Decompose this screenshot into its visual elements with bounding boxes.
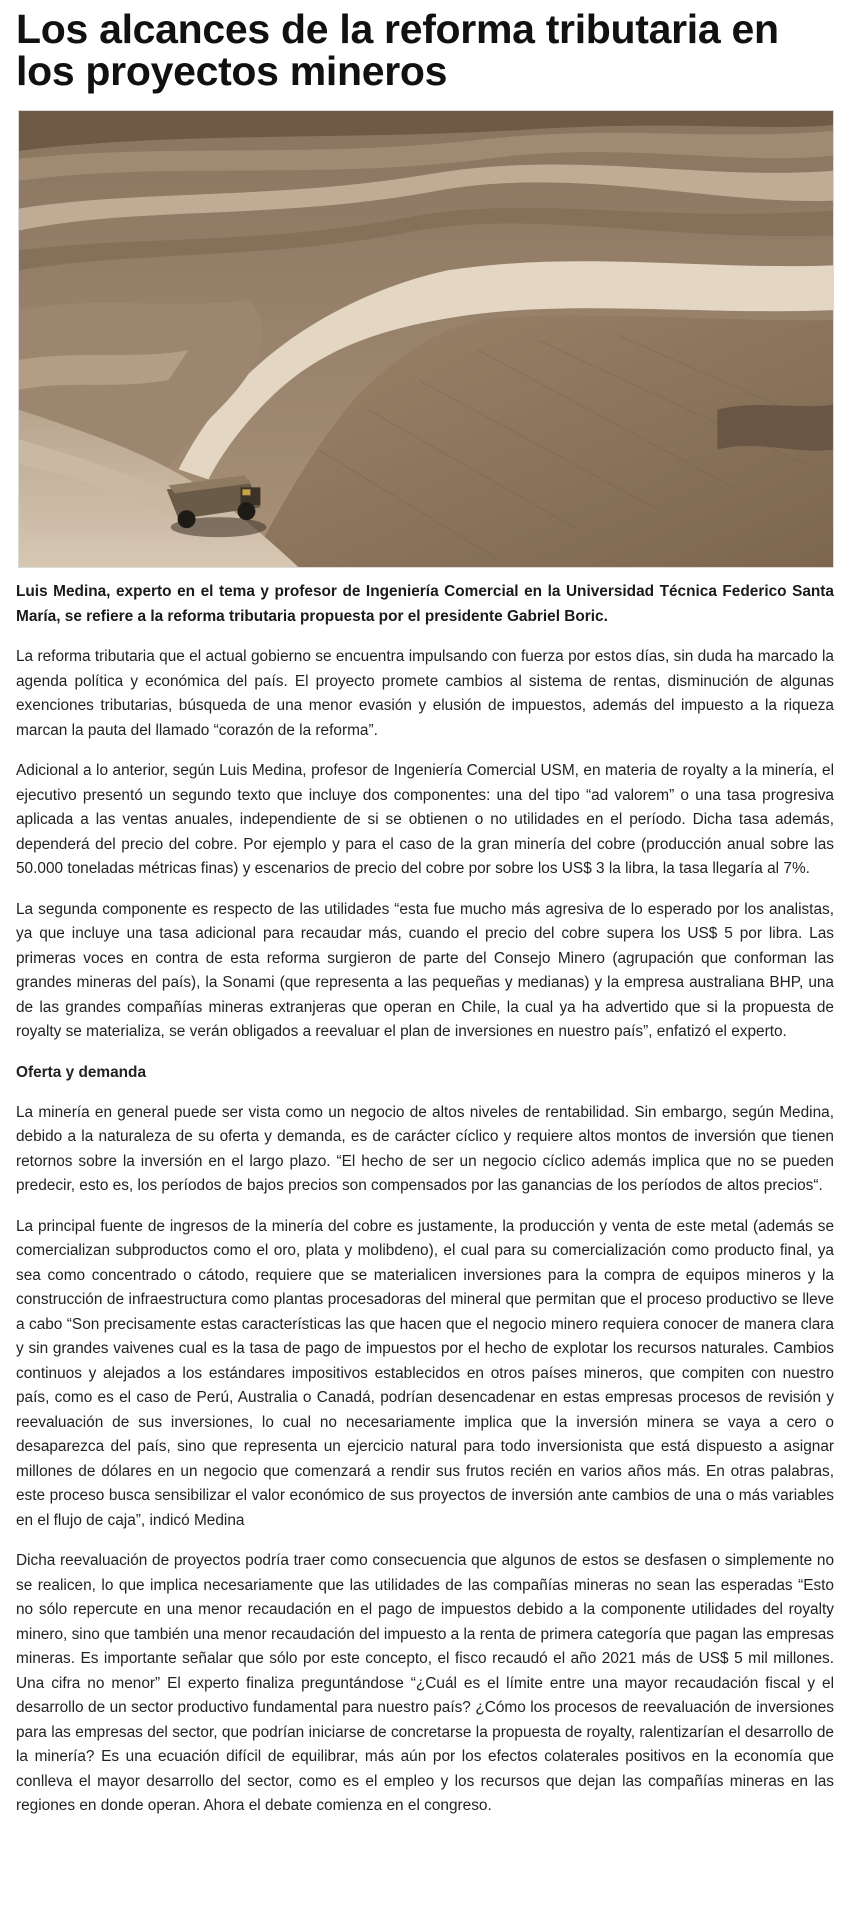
article-paragraph-4: La minería en general puede ser vista como un negocio de altos niveles de rentabilidad. Sin embargo, según Medina, debido a la naturaleza de su oferta y demanda, es de carácter cíclico y requiere altos montos de inversión que tienen retornos sobre la inversión en el largo plazo. “El hecho de ser un negocio cíclico además implica que no se pueden predecir, esto es, los períodos de bajos precios son compensados por las ganancias de los períodos de altos precios“. xyxy=(16,1103,834,1194)
article-paragraph-1: La reforma tributaria que el actual gobierno se encuentra impulsando con fuerza por estos días, sin duda ha marcado la agenda política y económica del país. El proyecto promete cambios al sistema de rentas, disminución de algunas exenciones tributarias, búsqueda de una menor evasión y elusión de impuestos, además del impuesto a la riqueza marcan la pauta del llamado “corazón de la reforma”. xyxy=(16,648,834,739)
article-paragraph-2: Adicional a lo anterior, según Luis Medina, profesor de Ingeniería Comercial USM, en materia de royalty a la minería, el ejecutivo presentó un segundo texto que incluye dos componentes: una del tipo “ad valorem” o una tasa progresiva aplicada a las ventas anuales, independiente de si se obtienen o no utilidades en el período. Dicha tasa además, dependerá del precio del cobre. Por ejemplo y para el caso de la gran minería del cobre (producción anual sobre las 50.000 toneladas métricas finas) y escenarios de precio del cobre por sobre los US$ 3 la libra, la tasa llegaría al 7%. xyxy=(16,762,834,877)
article-paragraph-3: La segunda componente es respecto de las utilidades “esta fue mucho más agresiva de lo esperado por los analistas, ya que incluye una tasa adicional para recaudar más, cuando el precio del cobre supera los US$ 5 por libra. Las primeras voces en contra de esta reforma surgieron de parte del Consejo Minero (agrupación que conforman las grandes mineras del país), la Sonami (que representa a las pequeñas y medianas) y la empresa australiana BHP, una de las grandes compañías mineras extranjeras que operan en Chile, la cual ya ha advertido que si la propuesta de royalty se materializa, se verán obligados a reevaluar el plan de inversiones en nuestro país”, enfatizó el experto. xyxy=(16,900,834,1040)
article-subheading: Oferta y demanda xyxy=(16,1063,147,1081)
article-paragraph-5: La principal fuente de ingresos de la minería del cobre es justamente, la producción y venta de este metal (además se comercializan subproductos como el oro, plata y molibdeno), el cual para su comercialización como producto final, ya sea como concentrado o cátodo, requiere que se materialicen inversiones para la compra de equipos mineros y la construcción de infraestructura como plantas procesadoras del mineral que permitan que el proceso productivo se lleve a cabo “Son precisamente estas características las que hacen que el negocio minero requiera conocer de manera clara y sin grandes vaivenes cual es la tasa de pago de impuestos por el hecho de explotar los recursos naturales. Cambios continuos y alejados a los estándares impositivos establecidos en otros países mineros, que compiten con nuestro país, como es el caso de Perú, Australia o Canadá, podrían desencadenar en estas empresas procesos de revisión y reevaluación de sus inversiones, lo cual no necesariamente implica que la inversión minera se vaya a cero o desaparezca del país, sino que representa un ejercicio natural para todo inversionista que está dispuesto a asignar millones de dólares en un negocio que comenzará a rendir sus frutos recién en varios años más. En otras palabras, este proceso busca sensibilizar el valor económico de sus proyectos de inversión ante cambios de una o más variables en el flujo de caja”, indicó Medina xyxy=(16,1217,834,1529)
article-paragraph-6: Dicha reevaluación de proyectos podría traer como consecuencia que algunos de estos se desfasen o simplemente no se realicen, lo que implica necesariamente que las utilidades de las compañías mineras no sean las esperadas “Esto no sólo repercute en una menor recaudación en el pago de impuestos debido a la componente utilidades del royalty minero, sino que también una menor recaudación del impuesto a la renta de primera categoría que pagan las empresas mineras. Es importante señalar que sólo por este concepto, el fisco recaudó el año 2021 más de US$ 5 mil millones. Una cifra no menor” El experto finaliza preguntándose “¿Cuál es el límite entre una mayor recaudación fiscal y el desarrollo de un sector productivo fundamental para nuestro país? ¿Cómo los procesos de reevaluación de inversiones para las empresas del sector, que podrían iniciarse de concretarse la propuesta de royalty, ralentizarían el desarrollo de la minería? Es una ecuación difícil de equilibrar, más aún por los efectos colaterales positivos en la economía que conlleva el mayor desarrollo del sector, como es el empleo y los recursos que dejan las compañías mineras en las regiones en donde operan. Ahora el debate comienza en el congreso. xyxy=(16,1552,834,1814)
article-hero-image xyxy=(18,110,834,568)
article-lead: Luis Medina, experto en el tema y profesor de Ingeniería Comercial en la Universidad Técnica Federico Santa María, se refiere a la reforma tributaria propuesta por el presidente Gabriel Boric. xyxy=(16,583,834,625)
article-title: Los alcances de la reforma tributaria en los proyectos mineros xyxy=(16,6,779,94)
